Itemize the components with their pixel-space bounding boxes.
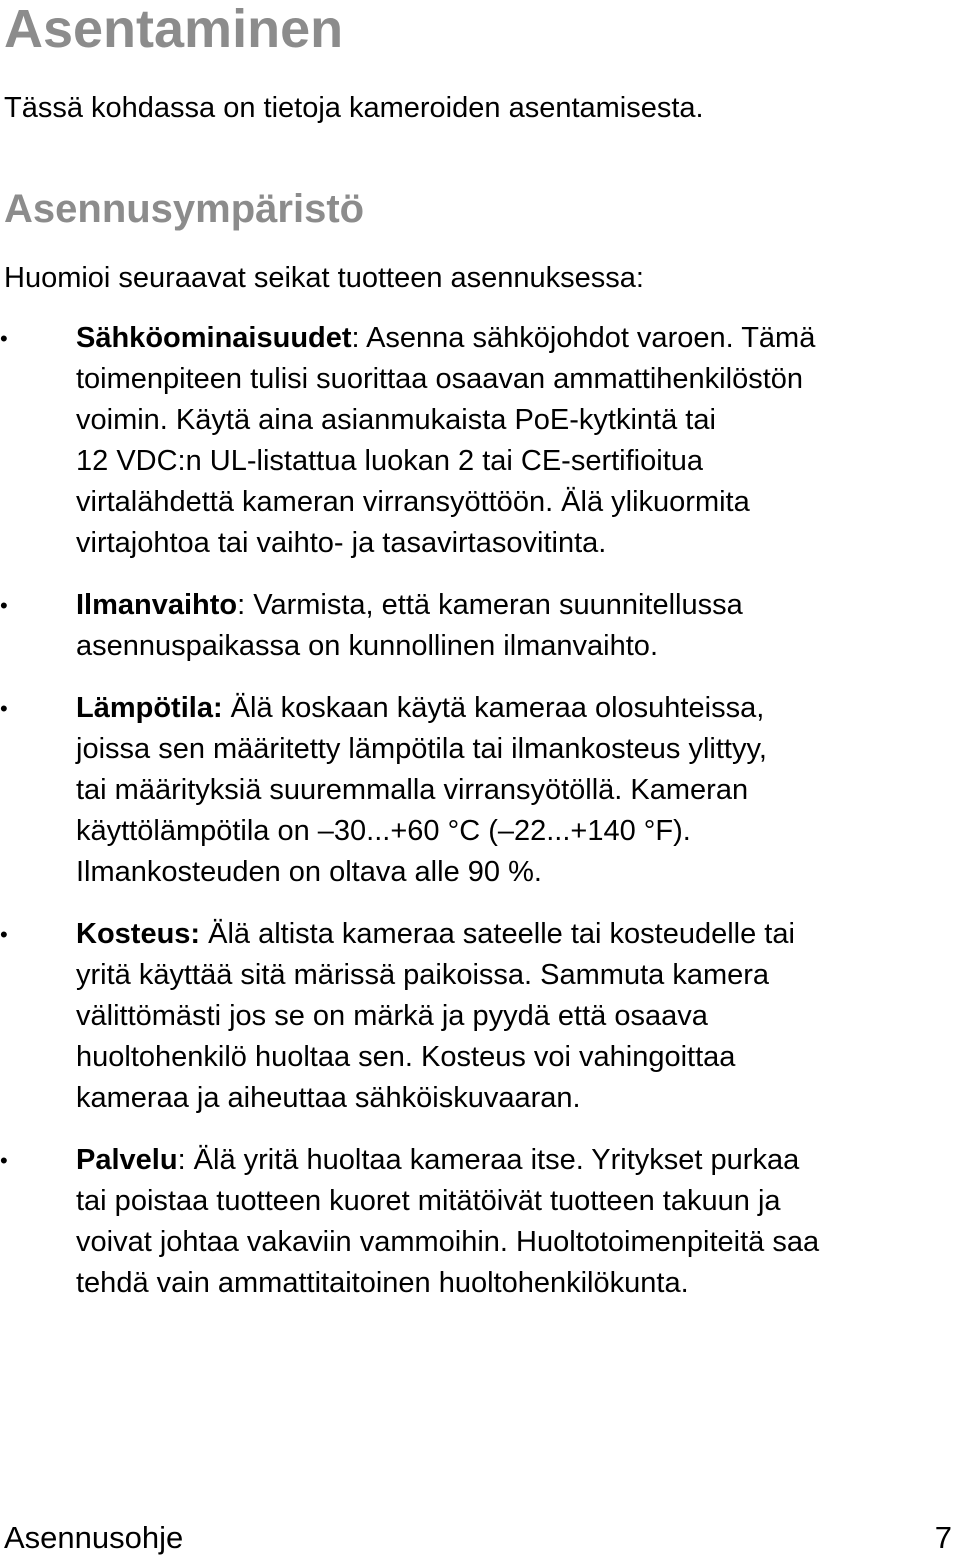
list-item-line: virtajohtoa tai vaihto- ja tasavirtasovitinta. xyxy=(76,527,607,559)
list-item-text: Älä yritä huoltaa kameraa itse. Yritykset purkaa xyxy=(185,1144,800,1176)
list-item-text: Varmista, että kameran suunnitellussa xyxy=(245,589,743,621)
footer-page-number: 7 xyxy=(934,1520,952,1555)
bullet-icon: • xyxy=(0,1148,8,1173)
list-item-line: välittömästi jos se on märkä ja pyydä että osaava xyxy=(76,1000,708,1032)
footer-document-name: Asennusohje xyxy=(4,1520,184,1555)
list-item-text: Älä altista kameraa sateelle tai kosteudelle tai xyxy=(200,918,795,950)
list-item-service xyxy=(0,1140,960,1304)
list-item-term: Ilmanvaihto xyxy=(76,589,238,621)
list-item-term-suffix: : xyxy=(237,589,246,621)
list-item-line xyxy=(76,1140,954,1181)
list-item-line: joissa sen määritetty lämpötila tai ilmankosteus ylittyy, xyxy=(76,733,767,765)
list-item-line: virtalähdettä kameran virransyöttöön. Älä ylikuormita xyxy=(76,486,750,518)
list-item-term: Lämpötila: xyxy=(76,692,223,724)
list-item-line: käyttölämpötila on –30...+60 °C (–22...+140 °F). xyxy=(76,815,691,847)
list-item-text: Älä koskaan käytä kameraa olosuhteissa, xyxy=(222,692,765,724)
list-item-term-suffix: : xyxy=(351,322,360,354)
list-item-term: Sähköominaisuudet xyxy=(76,322,352,354)
bullet-icon: • xyxy=(0,593,8,618)
list-item-line: tehdä vain ammattitaitoinen huoltohenkilökunta. xyxy=(76,1267,689,1299)
list-item-line: asennuspaikassa on kunnollinen ilmanvaihto. xyxy=(76,630,658,662)
list-item-line xyxy=(76,318,954,359)
bullet-icon: • xyxy=(0,696,8,721)
list-item-line: tai määrityksiä suuremmalla virransyötöllä. Kameran xyxy=(76,774,749,806)
list-item-line xyxy=(76,585,954,626)
list-item-line: voimin. Käytä aina asianmukaista PoE-kytkintä tai xyxy=(76,404,716,436)
bullet-icon: • xyxy=(0,922,8,947)
list-item-line: tai poistaa tuotteen kuoret mitätöivät tuotteen takuun ja xyxy=(76,1185,781,1217)
list-item-temperature xyxy=(0,688,960,893)
list-item-line: Ilmankosteuden on oltava alle 90 %. xyxy=(76,856,542,888)
list-item-text: Asenna sähköjohdot varoen. Tämä xyxy=(359,322,816,354)
page-title: Asentaminen xyxy=(4,0,344,59)
list-item-line xyxy=(76,688,954,729)
list-item-line: yritä käyttää sitä märissä paikoissa. Sammuta kamera xyxy=(76,959,770,991)
list-item-term: Kosteus: xyxy=(76,918,201,950)
list-item-line: 12 VDC:n UL-listattua luokan 2 tai CE-sertifioitua xyxy=(76,445,704,477)
list-item-line xyxy=(76,914,954,955)
section-title: Asennusympäristö xyxy=(4,187,365,231)
list-item-line: voivat johtaa vakaviin vammoihin. Huoltotoimenpiteitä saa xyxy=(76,1226,820,1258)
page-intro: Tässä kohdassa on tietoja kameroiden asentamisesta. xyxy=(4,92,704,124)
list-item-line: huoltohenkilö huoltaa sen. Kosteus voi vahingoittaa xyxy=(76,1041,736,1073)
requirements-list xyxy=(0,318,960,1325)
list-item-ventilation xyxy=(0,585,960,667)
bullet-icon: • xyxy=(0,326,8,351)
list-item-term: Palvelu xyxy=(76,1144,178,1176)
list-item-line: kameraa ja aiheuttaa sähköiskuvaaran. xyxy=(76,1082,581,1114)
list-item-term-suffix: : xyxy=(177,1144,186,1176)
list-item-line: toimenpiteen tulisi suorittaa osaavan ammattihenkilöstön xyxy=(76,363,804,395)
list-item-electrical xyxy=(0,318,960,564)
section-intro: Huomioi seuraavat seikat tuotteen asennuksessa: xyxy=(4,262,644,294)
list-item-humidity xyxy=(0,914,960,1119)
